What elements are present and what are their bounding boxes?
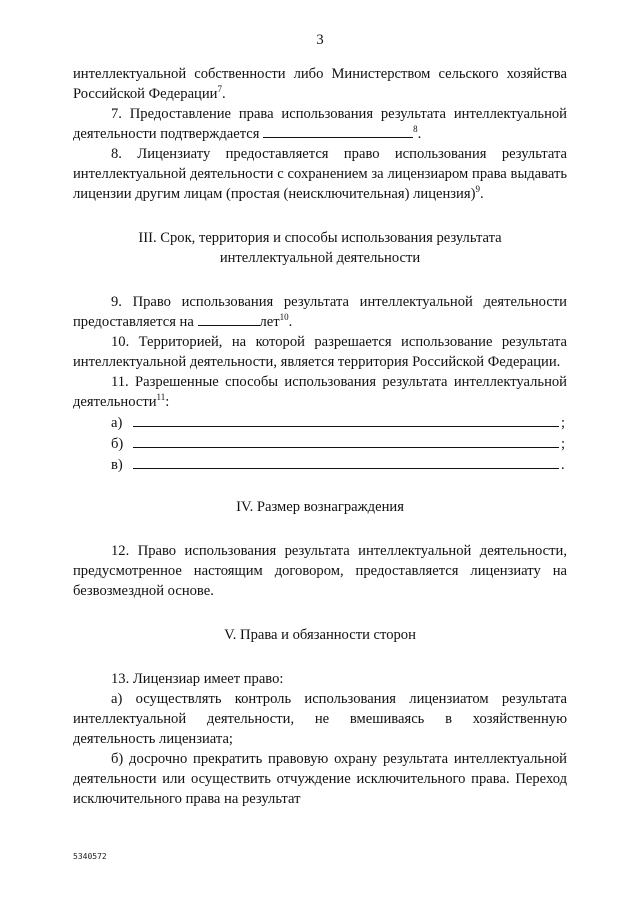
punctuation: . [288, 314, 293, 330]
paragraph-13b: б) досрочно прекратить правовую охрану результата интеллектуальной деятельности или осуществить отчуждение исключительного права. Переход исключительного права на результат [73, 751, 567, 807]
paragraph-7-text: 7. Предоставление права использования результата интеллектуальной деятельности подтверждается [73, 106, 567, 142]
paragraph-12: 12. Право использования результата интеллектуальной деятельности, предусмотренное настоящим договором, предоставляется лицензиату на безвозмездной основе. [73, 543, 567, 599]
section-3-heading-line-2: интеллектуальной деятельности [219, 250, 421, 266]
punctuation: . [561, 457, 565, 473]
list-letter: в) [111, 457, 123, 473]
footnote-ref: 8 [413, 124, 418, 134]
fill-in-line[interactable] [133, 412, 559, 427]
fill-in-line[interactable] [133, 433, 559, 448]
footnote-ref: 7 [217, 84, 222, 94]
document-code: 5340572 [73, 852, 107, 861]
section-4-heading: IV. Размер вознаграждения [236, 499, 404, 515]
paragraph-13a: а) осуществлять контроль использования лицензиатом результата интеллектуальной деятельности, не вмешиваясь в хозяйственную деятельность лицензиата; [73, 691, 567, 747]
list-item-b [111, 433, 567, 454]
paragraph-10: 10. Территорией, на которой разрешается использование результата интеллектуальной деятельности, является территория Российской Федерации. [73, 334, 567, 370]
paragraph-8-text: 8. Лицензиату предоставляется право использования результата интеллектуальной деятельности с сохранением за лицензиаром права выдавать лицензии другим лицам (простая (неисключительная) лицензия) [73, 146, 567, 202]
list-letter: а) [111, 415, 123, 431]
paragraph-11-text: 11. Разрешенные способы использования результата интеллектуальной деятельности [73, 374, 567, 410]
punctuation: : [165, 394, 170, 410]
document-body [73, 64, 567, 809]
punctuation: . [417, 126, 422, 142]
list-letter: б) [111, 436, 124, 452]
section-5-heading: V. Права и обязанности сторон [224, 627, 416, 643]
paragraph-9-text: 9. Право использования результата интеллектуальной деятельности предоставляется на [73, 294, 567, 330]
fill-in-blank[interactable] [263, 124, 413, 138]
punctuation: ; [561, 415, 566, 431]
section-3-heading [73, 228, 567, 268]
footnote-ref: 11 [156, 392, 166, 402]
page-number: 3 [316, 32, 324, 48]
paragraph-8 [73, 144, 567, 204]
paragraph-continuation: интеллектуальной собственности либо Министерством сельского хозяйства Российской Федерации$^7$. [73, 66, 567, 102]
list-item-a [111, 412, 567, 433]
punctuation: ; [561, 436, 566, 452]
section-3-heading-line-1: III. Срок, территория и способы использования результата [138, 230, 502, 246]
punctuation: . [479, 186, 484, 202]
fill-in-line[interactable] [133, 454, 559, 469]
paragraph-11 [73, 372, 567, 412]
footnote-ref: 10 [279, 312, 289, 322]
paragraph-9-unit: лет [259, 314, 280, 330]
paragraph-13: 13. Лицензиар имеет право: [111, 671, 284, 687]
fill-in-blank[interactable] [198, 312, 260, 326]
footnote-ref: 9 [475, 184, 480, 194]
paragraph-continuation-text: интеллектуальной собственности либо Министерством сельского хозяйства Российской Федерации [73, 66, 567, 102]
paragraph-7 [73, 104, 567, 144]
paragraph-9 [73, 292, 567, 332]
list-item-c [111, 454, 567, 475]
